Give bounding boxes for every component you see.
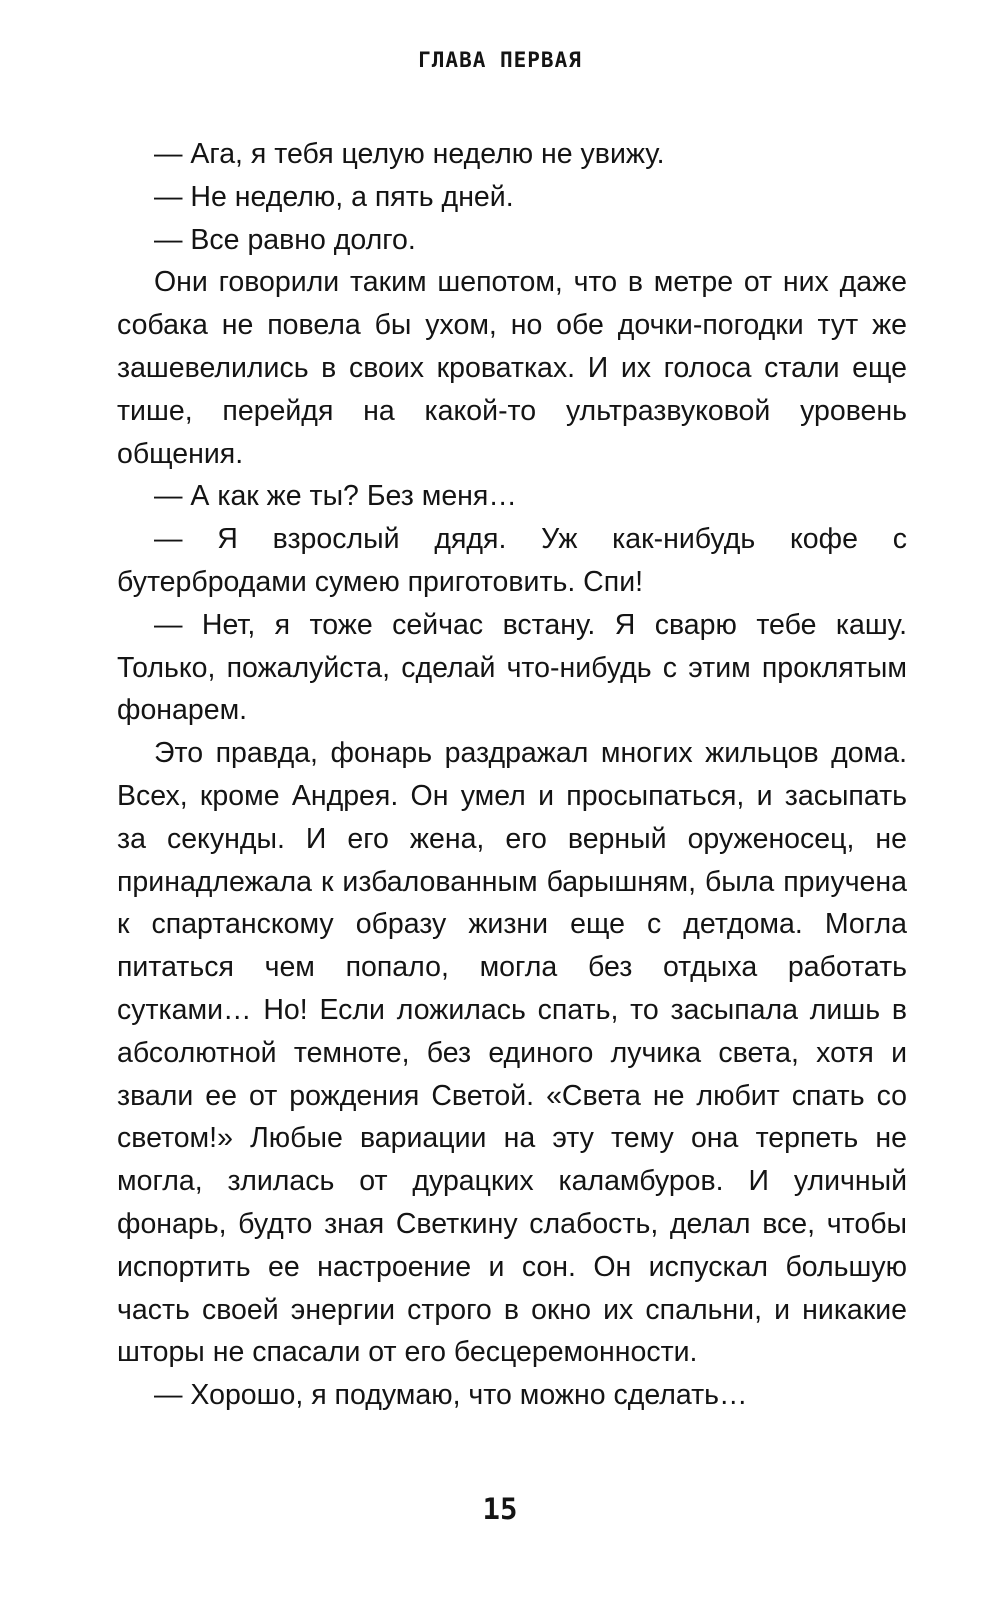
paragraph: — Не неделю, а пять дней.	[154, 180, 514, 213]
paragraph: — А как же ты? Без меня…	[154, 480, 517, 513]
running-head-title: ГЛАВА ПЕРВАЯ	[418, 48, 582, 72]
paragraph: Это правда, фонарь раздражал многих жильцов дома. Всех, кроме Андрея. Он умел и просыпаться, и засыпать за секунды. И его жена, его верный оруженосец, не принадлежала к избалованным барышням, была приучена к спартанскому образу жизни еще с детдома. Могла питаться чем попало, могла без отдыха работать сутками… Но! Если ложилась спать, то засыпала лишь в абсолютной темноте, без единого лучика света, хотя и звали ее от рождения Светой. «Света не любит спать со светом!» Любые вариации на эту тему она терпеть не могла, злилась от дурацких каламбуров. И уличный фонарь, будто зная Светкину слабость, делал все, чтобы испортить ее настроение и сон. Он испускал большую часть своей энергии строго в окно их спальни, и никакие шторы не спасали от его бесцеремонности.	[117, 737, 907, 1369]
paragraph: Они говорили таким шепотом, что в метре от них даже собака не повела бы ухом, но обе дочки-погодки тут же зашевелились в своих кроватках. И их голоса стали еще тише, перейдя на какой-то ультразвуковой уровень общения.	[117, 266, 907, 470]
paragraph: — Хорошо, я подумаю, что можно сделать…	[154, 1379, 748, 1412]
paragraph: — Нет, я тоже сейчас встану. Я сварю тебе кашу. Только, пожалуйста, сделай что-нибудь с этим проклятым фонарем.	[117, 608, 907, 727]
paragraph: — Я взрослый дядя. Уж как-нибудь кофе с бутербродами сумею приготовить. Спи!	[117, 523, 907, 598]
body-text	[117, 133, 907, 1417]
paragraph: — Все равно долго.	[154, 223, 416, 256]
page-number: 15	[482, 1492, 518, 1526]
paragraph: — Ага, я тебя целую неделю не увижу.	[154, 138, 665, 170]
